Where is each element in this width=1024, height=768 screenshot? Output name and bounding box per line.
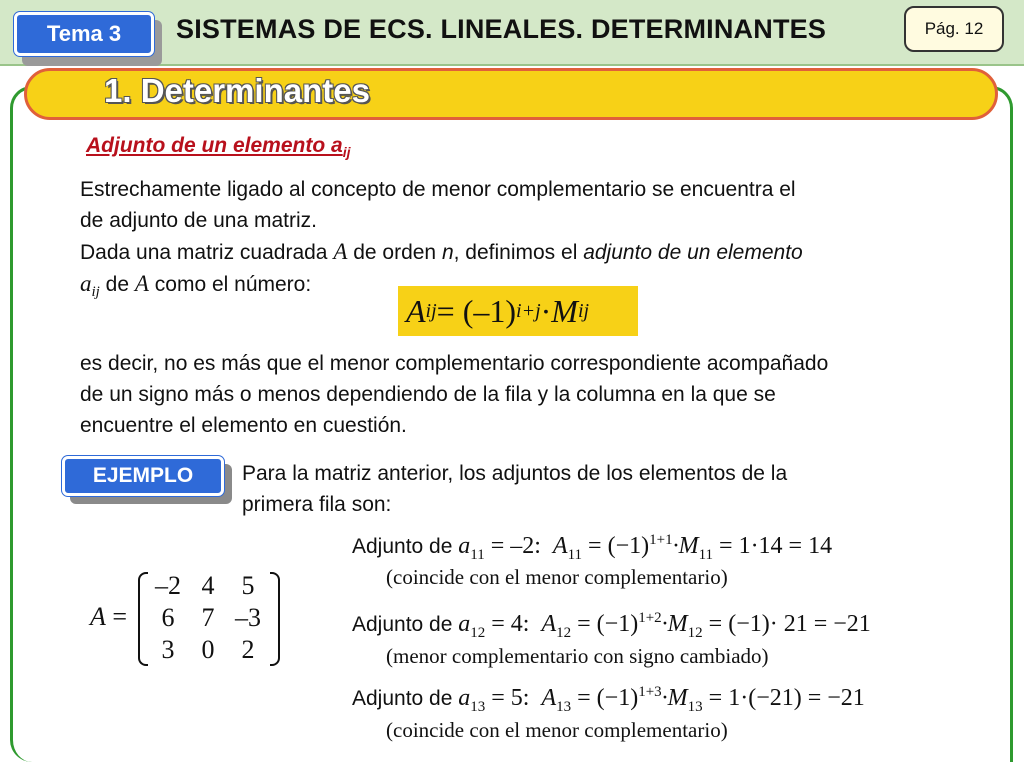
adjunto-11: Adjunto de $a_{11} = -2$: $A_{11} = (-1)^{1+1}\cdot M_{11} = 1\cdot 14 = 14$ bbox=[352, 532, 833, 563]
explanation-paragraph bbox=[80, 348, 828, 441]
matrix-cell: 7 bbox=[201, 603, 215, 632]
matrix-cell: –2 bbox=[155, 571, 181, 600]
example-badge: EJEMPLO bbox=[62, 456, 224, 496]
intro-line-4: $a_{ij}$ de A como el número: bbox=[80, 271, 312, 301]
matrix-left-bracket bbox=[138, 572, 148, 666]
matrix-cell: 0 bbox=[201, 635, 215, 664]
explanation-line-1: es decir, no es más que el menor complementario correspondiente acompañado bbox=[80, 352, 829, 375]
matrix-label: A = bbox=[90, 602, 128, 631]
intro-line-2: de adjunto de una matriz. bbox=[80, 209, 317, 232]
section-title: 1. Determinantes bbox=[104, 72, 370, 109]
matrix-cell: 6 bbox=[161, 603, 175, 632]
example-line-1: Para la matriz anterior, los adjuntos de los elementos de la bbox=[242, 462, 788, 485]
explanation-line-2: de un signo más o menos dependiendo de la fila y la columna en la que se bbox=[80, 383, 776, 406]
matrix-grid bbox=[148, 570, 268, 666]
matrix-cell: 2 bbox=[241, 635, 255, 664]
matrix-cell: 3 bbox=[161, 635, 175, 664]
adjunto-13-note: (coincide con el menor complementario) bbox=[386, 718, 728, 742]
example-line-2: primera fila son: bbox=[242, 493, 392, 516]
adjunto-13: Adjunto de $a_{13} = 5$: $A_{13} = (-1)^{1+3}\cdot M_{13} = 1\cdot(-21) = -21$ bbox=[352, 684, 865, 715]
intro-line-1: Estrechamente ligado al concepto de menor complementario se encuentra el bbox=[80, 178, 796, 201]
topic-badge: Tema 3 bbox=[14, 12, 154, 56]
example-text bbox=[242, 458, 942, 520]
adjunto-11-note: (coincide con el menor complementario) bbox=[386, 565, 728, 589]
adjunto-12: Adjunto de $a_{12} = 4$: $A_{12} = (-1)^{1+2}\cdot M_{12} = (-1)\cdot 21 = -21$ bbox=[352, 610, 871, 641]
adjoint-formula: A ij = (–1) i+j · M ij bbox=[398, 286, 638, 336]
matrix-cell: –3 bbox=[235, 603, 261, 632]
matrix-cell: 5 bbox=[241, 571, 255, 600]
matrix-cell: 4 bbox=[201, 571, 215, 600]
intro-line-3: Dada una matriz cuadrada A de orden n, definimos el adjunto de un elemento bbox=[80, 239, 803, 264]
adjunto-12-note: (menor complementario con signo cambiado) bbox=[386, 644, 769, 668]
header-title: SISTEMAS DE ECS. LINEALES. DETERMINANTES bbox=[176, 14, 827, 44]
matrix-right-bracket bbox=[270, 572, 280, 666]
explanation-line-3: encuentre el elemento en cuestión. bbox=[80, 414, 407, 437]
page-number: Pág. 12 bbox=[904, 6, 1004, 52]
subheading: Adjunto de un elemento $a_{ij}$ bbox=[86, 134, 351, 161]
